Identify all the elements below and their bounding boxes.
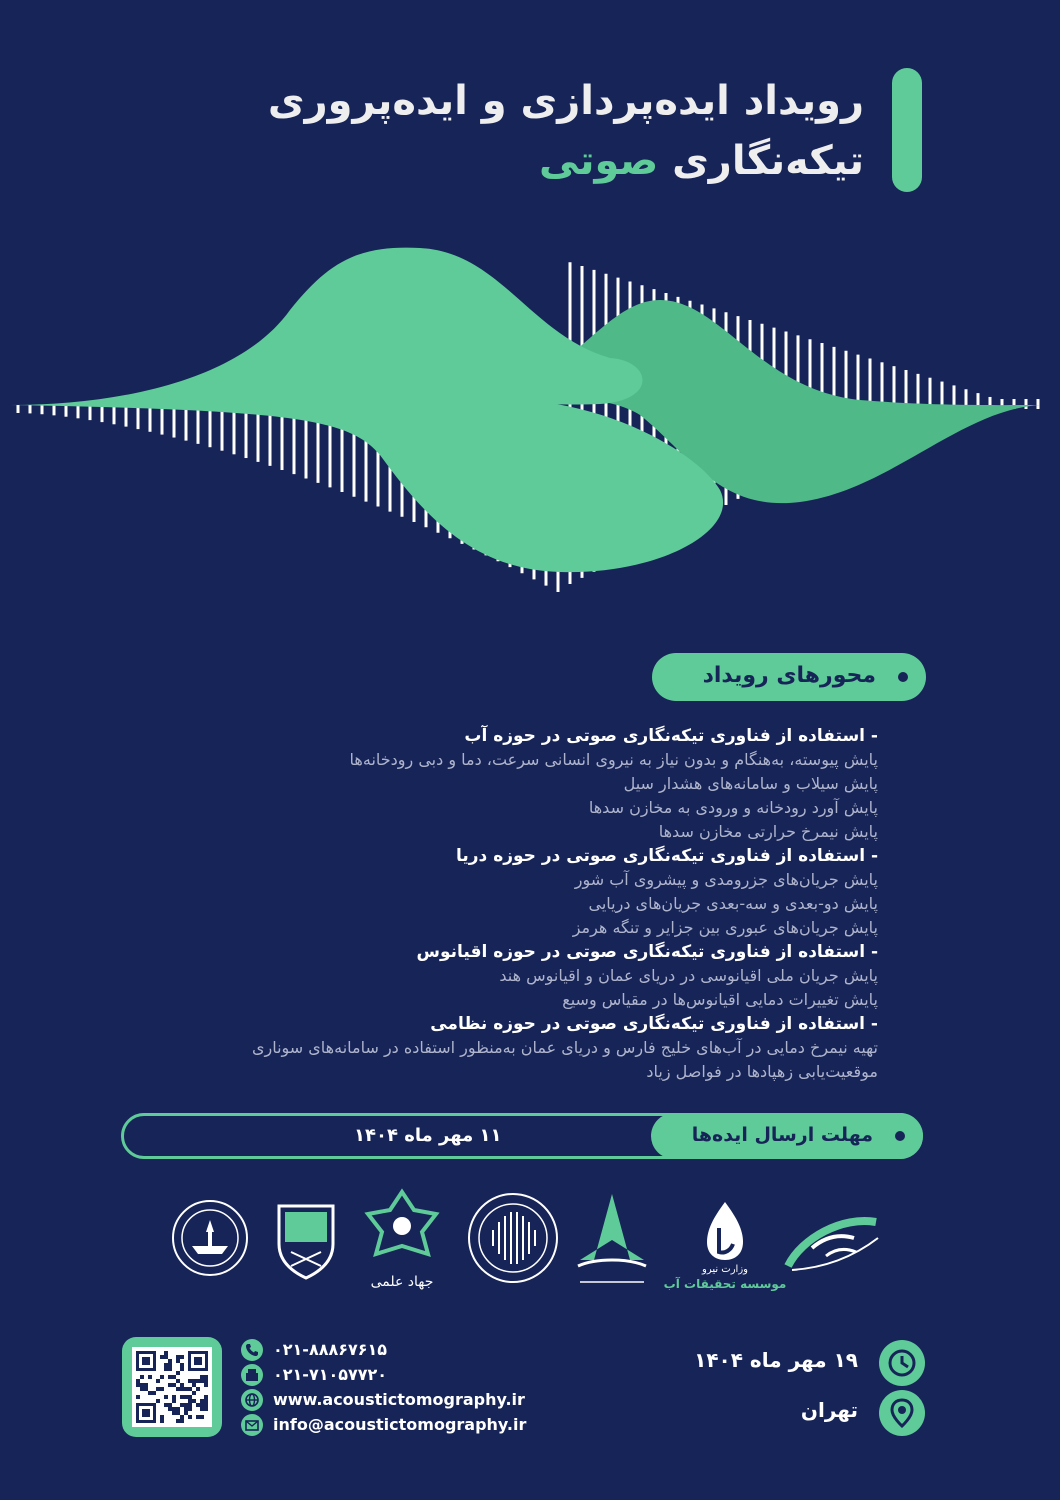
topics-list [158, 724, 878, 1084]
topics-header-pill [652, 653, 926, 701]
event-title-accent: صوتی [539, 138, 659, 184]
topic-item: موقعیت‌یابی زهپادها در فواصل زیاد [646, 1062, 878, 1081]
topic-item: پایش نیمرخ حرارتی مخازن سدها [658, 822, 878, 841]
topic-heading: - استفاده از فناوری تیکه‌نگاری صوتی در حوزه دریا [456, 846, 878, 866]
topic-item: تهیه نیمرخ دمایی در آب‌های خلیج فارس و دریای عمان به‌منظور استفاده در سامانه‌های سوناری [251, 1038, 878, 1057]
sound-wave-graphic [0, 240, 1060, 610]
fax-icon [241, 1364, 263, 1386]
acoustic-society-logo [465, 1190, 561, 1286]
qr-code[interactable] [122, 1337, 222, 1437]
phone-icon [241, 1339, 263, 1361]
topic-item: پایش پیوسته، به‌هنگام و بدون نیاز به نیروی انسانی سرعت، دما و دبی رودخانه‌ها [349, 750, 878, 769]
shield-emblem-logo [275, 1200, 337, 1280]
topics-header-label: محورهای رویداد [702, 663, 876, 688]
deadline-bar [121, 1113, 923, 1159]
bullet-dot [898, 672, 908, 682]
topic-heading: - استفاده از فناوری تیکه‌نگاری صوتی در حوزه اقیانوس [416, 942, 878, 962]
website-link[interactable]: www.acoustictomography.ir [273, 1390, 525, 1409]
topic-item: پایش سیلاب و سامانه‌های هشدار سیل [623, 774, 878, 793]
topic-heading: - استفاده از فناوری تیکه‌نگاری صوتی در حوزه نظامی [430, 1014, 878, 1034]
marine-research-institute-logo [570, 1190, 654, 1294]
acoustic-waves-logo [782, 1208, 882, 1278]
event-title-line2 [539, 138, 864, 184]
location-pin-icon [879, 1390, 925, 1436]
phone1-text[interactable]: ۰۲۱-۸۸۸۶۷۶۱۵ [273, 1340, 388, 1359]
deadline-date: ۱۱ مهر ماه ۱۴۰۴ [354, 1125, 502, 1146]
clock-icon [879, 1340, 925, 1386]
water-research-institute-logo [663, 1198, 787, 1294]
topic-item: پایش جریان ملی اقیانوسی در دریای عمان و اقیانوس هند [499, 966, 878, 985]
deadline-label: مهلت ارسال ایده‌ها [691, 1124, 873, 1146]
water-research-line2: موسسه تحقیقات آب [663, 1277, 787, 1291]
qr-pattern [122, 1337, 222, 1437]
jahad-elmi-text: جهاد علمی [370, 1274, 434, 1290]
globe-icon [241, 1389, 263, 1411]
water-research-line1: وزارت نیرو [701, 1264, 749, 1275]
event-city: تهران [800, 1398, 858, 1422]
title-accent-bar [892, 68, 922, 192]
phone2-text[interactable]: ۰۲۱-۷۱۰۵۷۷۲۰ [273, 1365, 388, 1384]
partner-logos [170, 1188, 890, 1298]
event-title-line1: رویداد ایده‌پردازی و ایده‌پروری [267, 78, 864, 124]
wave-shape-front [10, 248, 723, 573]
bullet-dot [895, 1131, 905, 1141]
deadline-pill [651, 1113, 923, 1159]
event-date: ۱۹ مهر ماه ۱۴۰۴ [694, 1348, 858, 1372]
jahad-elmi-logo [362, 1188, 442, 1294]
navy-emblem-logo [170, 1198, 250, 1278]
topic-item: پایش جریان‌های جزرومدی و پیشروی آب شور [574, 870, 878, 889]
topic-item: پایش تغییرات دمایی اقیانوس‌ها در مقیاس وسیع [562, 990, 878, 1009]
event-title-line2-text: تیکه‌نگاری [658, 138, 864, 184]
topic-item: پایش آورد رودخانه و ورودی به مخازن سدها [588, 798, 878, 817]
email-link[interactable]: info@acoustictomography.ir [273, 1415, 527, 1434]
topic-heading: - استفاده از فناوری تیکه‌نگاری صوتی در حوزه آب [464, 726, 878, 746]
mail-icon [241, 1414, 263, 1436]
topic-item: پایش دو-بعدی و سه-بعدی جریان‌های دریایی [588, 894, 878, 913]
topic-item: پایش جریان‌های عبوری بین جزایر و تنگه هرمز [572, 918, 878, 937]
